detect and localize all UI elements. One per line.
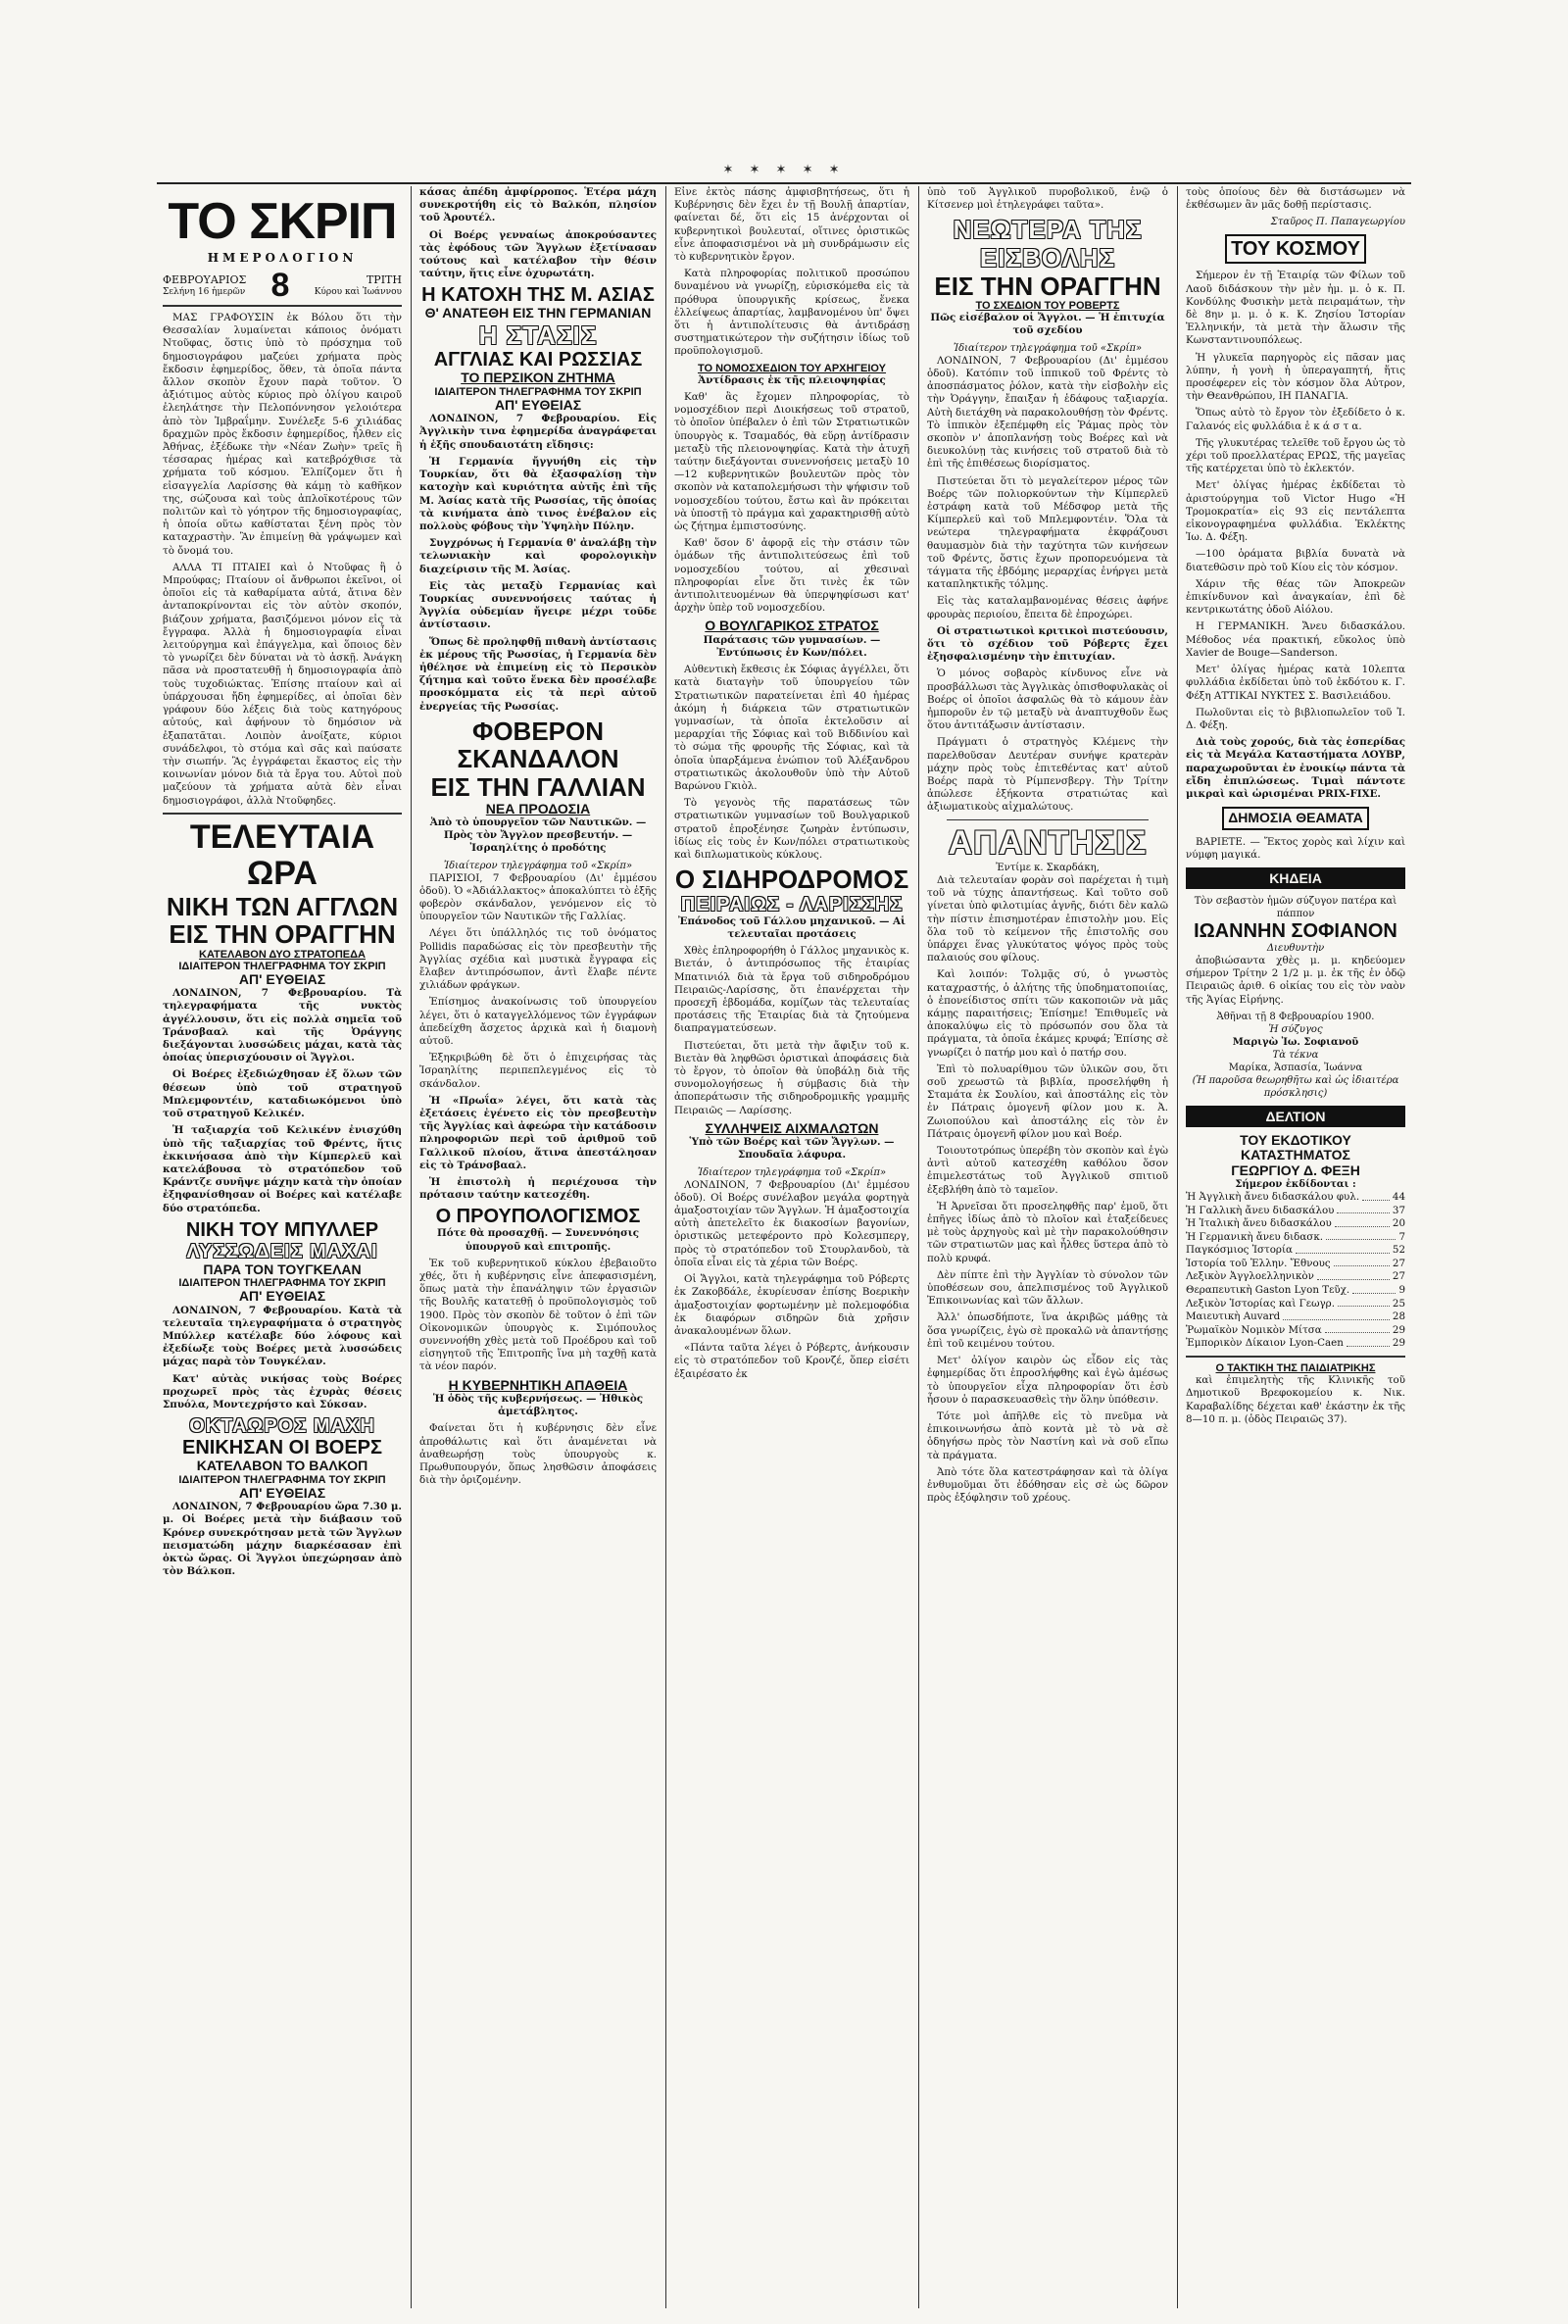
headline-apathy: Η ΚΥΒΕΡΝΗΤΙΚΗ ΑΠΑΘΕΙΑ (448, 1376, 628, 1393)
article-paragraph: Ἡ Γερμανία ἤγγυήθη εἰς τὴν Τουρκίαν, ὅτι θὰ ἐξασφαλίσῃ τὴν κατοχὴν καὶ κυριότητα αὐτῆς ἐπὶ τῆς Μ. Ἀσίας κατὰ τῆς Ρωσσίας, τῆς ὁποίας τὰ κινήματα ἀπὸ τινος ἐνέβαλον εἰς πολλοὺς φόβους τὴν Ὑψηλὴν Πύλην. (419, 455, 657, 532)
subhead-tugela: ΠΑΡΑ ΤΟΝ ΤΟΥΓΚΕΛΑΝ (203, 1261, 362, 1277)
funeral-family: Τὰ τέκνα (1272, 1049, 1319, 1061)
subhead-direct: ΑΠ' ΕΥΘΕΙΑΣ (494, 396, 582, 413)
article-paragraph: Ὅπως αὐτὸ τὸ ἔργον τὸν ἐξεδίδετο ὁ κ. Γαλανός εἰς φυλλάδια ἑ κ ά σ τ α. (1186, 407, 1405, 432)
funeral-family: Ἡ σύζυγος (1268, 1023, 1323, 1035)
bulletin-list-item (1186, 1205, 1405, 1218)
leader-dots (1362, 1191, 1390, 1201)
bulletin-item-title: Ἱστορία τοῦ Ἑλλην. Ἔθνους (1186, 1257, 1331, 1269)
headline-theatre: ΔΗΜΟΣΙΑ ΘΕΑΜΑΤΑ (1222, 807, 1369, 829)
leader-dots (1326, 1231, 1396, 1241)
article-summary: Ἀντίδρασις ἐκ τῆς πλειοψηφίας (698, 373, 886, 386)
subhead-dispatch: ΙΔΙΑΙΤΕΡΟΝ ΤΗΛΕΓΡΑΦΗΜΑ ΤΟΥ ΣΚΡΙΠ (434, 385, 642, 398)
bulletin-item-number: 27 (1392, 1270, 1405, 1283)
bulletin-list-item (1186, 1270, 1405, 1284)
subhead-direct: ΑΠ' ΕΥΘΕΙΑΣ (238, 970, 326, 987)
bulletin-list-item (1186, 1298, 1405, 1311)
headline-budget: Ο ΠΡΟΥΠΟΛΟΓΙΣΜΟΣ (435, 1206, 641, 1228)
leader-dots (1296, 1244, 1390, 1254)
bulletin-list-item (1186, 1258, 1405, 1271)
leader-dots (1352, 1284, 1396, 1294)
article-paragraph: κάσας ἀπέδη ἀμφίρροπος. Ἑτέρα μάχη συνεκροτήθη εἰς τὸ Βαλκόπ, πλησίον τοῦ Ἀρουτέλ. (419, 186, 657, 224)
funeral-date: Ἀθῆναι τῇ 8 Φεβρουαρίου 1900. (1216, 1011, 1375, 1022)
bulletin-list (1186, 1191, 1405, 1351)
article-paragraph: Χθὲς ἐπληροφορήθη ὁ Γάλλος μηχανικὸς κ. Βιετάν, ὁ ἀντιπρόσωπος τῆς ἑταιρίας Μπατινιόλ διὰ τὰ ἔργα τοῦ σιδηροδρόμου Πειραιῶς-Λαρίσσης, ὅτι ἐπανέρχεται τὴν προσεχῆ ἑβδομάδα, κομίζων τὰς τελευταίας προτάσεις τῆς Ἑταιρίας διὰ τὰ ζητούμενα διαπραγματεύσεων. (674, 945, 909, 1035)
advert-louvre: Διὰ τοὺς χορούς, διὰ τὰς ἑσπερίδας εἰς τὰ Μεγάλα Καταστήματα ΛΟΥΒΡ, παραχωροῦνται ἐν ἐνοικίῳ πάντα τὰ εἴδη ἐπιπλώσεως. Τιμαὶ πάντοτε μικραὶ καὶ ὡρισμέναι PRIX-FIXE. (1186, 736, 1405, 800)
leader-dots (1317, 1270, 1390, 1280)
headline-newer: ΝΕΩΤΕΡΑ ΤΗΣ ΕΙΣΒΟΛΗΣ (953, 215, 1143, 272)
article-paragraph: Μετ' ὀλίγας ἡμέρας κατὰ 10λεπτα φυλλάδια ἐκδίδεται ὑπὸ τοῦ ἐκδότου κ. Γ. Φέξη ΑΤΤΙΚΑΙ ΝΥΚΤΕΣ Σ. Βασιλειάδου. (1186, 664, 1405, 702)
headline-occupation: Η ΚΑΤΟΧΗ ΤΗΣ Μ. ΑΣΙΑΣ (421, 284, 655, 307)
article-paragraph: Αὐθεντικὴ ἔκθεσις ἐκ Σόφιας ἀγγέλλει, ὅτι κατὰ διαταγὴν τοῦ ὑπουργείου τῶν Στρατιωτικῶν παρατείνεται ἐπὶ 40 ἡμέρας ἀκόμη ἡ διάρκεια τῶν στρατιωτικῶν γυμνασίων, τὰ ὁποῖα ἐκτελοῦσιν αἱ μεραρχίαι τῆς Σόφιας καὶ τοῦ Βιδδινίου καὶ τὸ σώμα τῆς φρουρῆς τῆς Σόφιας, καὶ τὰ ὁποῖα ὑπαρξάμενα ἐνώπιον τοῦ Ἀλέξανδρου στρατιωτικῶς ἀκολουθοῦν ὑπὸ τὴν Αὐτοῦ Βαρώνου Γκιὸλ. (674, 664, 909, 793)
article-paragraph: Τῆς γλυκυτέρας τελεῖθε τοῦ ἔργου ὡς τὸ χέρι τοῦ προελλατέρας ΕΡΩΣ, τῆς μαγεῖας τῆς κατέρχεται ὑπὸ τὸ ἐκλεκτόν. (1186, 436, 1405, 475)
leader-dots (1283, 1310, 1390, 1320)
headline-bulletin: ΔΕΛΤΙΟΝ (1186, 1106, 1405, 1127)
bulletin-item-title: Ἡ Ἀγγλικὴ ἄνευ διδασκάλου φυλ. (1186, 1190, 1360, 1203)
article-paragraph: Εἰς τὰς μεταξὺ Γερμανίας καὶ Τουρκίας συνεννοήσεις ταύτας ἡ Ἀγγλία οὐδεμίαν ἤγειρε μέχρι τοῦδε ἀντίστασιν. (419, 579, 657, 631)
headline-bulletin-owner: ΓΕΩΡΓΙΟΥ Δ. ΦΕΞΗ (1231, 1162, 1360, 1178)
headline-railway-route: ΠΕΙΡΑΙΩΣ - ΛΑΡΙΣΣΗΣ (680, 893, 904, 915)
bulletin-list-item (1186, 1337, 1405, 1351)
headline-orange: ΕΙΣ ΤΗΝ ΟΡΑΓΓΗΝ (169, 919, 396, 950)
bulletin-list-item (1186, 1231, 1405, 1245)
bulletin-item-title: Ῥωμαϊκὸν Νομικὸν Μίτσα (1186, 1323, 1322, 1336)
bulletin-item-number: 52 (1392, 1244, 1405, 1257)
article-paragraph: ΜΑΣ ΓΡΑΦΟΥΣΙΝ ἐκ Βόλου ὅτι τὴν Θεσσαλίαν λυμαίνεται κάποιος ὀνόματι Ντοῦφας, ὅστις ὑπὸ τὸ πρόσχημα τοῦ δημοσιογράφου μαζεύει χρήματα πρὸς ἔκδοσιν ἐφημερίδος, ὅθεν, τὰ ὁποῖα πάντα ἄλλον σκοπὸν ἔχουν παρὰ τοῦτον. Ὁ ἀξιότιμος αὐτὸς κύριος πρὸ ὀλίγου καιροῦ ἐλεηλάτησε τὴν Πελοπόννησον γελοιότερα ἀπὸ τὸν Ἰμβραΐμην. Συνέλεξε 5-6 χιλιάδας δραχμῶν πρὸς ἔκδοσιν ἐφημερίδος, ἦλθεν εἰς Ἀθήνας, ἐξέδωκε τὴν «Νέαν Ζωὴν» τρεῖς ἢ τέσσαρας ἡμέρας καὶ κατεβρόχθισε τὰ χρήματα τοῦ κόσμου. Ἐλπίζομεν ὅτι ἡ εἰσαγγελία Λαρίσσης θὰ κάμῃ τὸ καθῆκον της, σώζουσα καὶ τοὺς ἀπλοϊκοτέρους τῶν πολιτῶν καὶ τὸ γόητρον τῆς δημοσιογραφίας, ἡ ὁποία οὕτω καθίσταται ξένη πρὸς τὸν καταχραστὴν. Ἂν ἐπιμείνῃ θὰ γράψωμεν καὶ τὸ ὄνομά του. (163, 312, 402, 557)
divider (947, 819, 1149, 820)
funeral-family: Μαριγὼ Ἰω. Σοφιανοῦ (1232, 1036, 1359, 1048)
bulletin-list-item (1186, 1244, 1405, 1258)
bulletin-item-number: 25 (1392, 1297, 1405, 1310)
bulletin-item-number: 29 (1392, 1337, 1405, 1350)
dispatch-line: Ἰδιαίτερον τηλεγράφημα τοῦ «Σκρίπ» (443, 860, 633, 871)
headline-prisoners: ΣΥΛΛΗΨΕΙΣ ΑΙΧΜΑΛΩΤΩΝ (705, 1119, 879, 1136)
top-ornament: ✶ ✶ ✶ ✶ ✶ (722, 163, 846, 177)
bulletin-item-number: 37 (1392, 1204, 1405, 1216)
article-paragraph: Ἐπίσημος ἀνακοίνωσις τοῦ ὑπουργείου λέγει, ὅτι ὁ καταγγελλόμενος τῶν ἐγγράφων ἀπεδείχθη ἄσχετος ἀρχικὰ καὶ ἡ διαμονὴ αὐτοῦ. (419, 996, 657, 1047)
bulletin-list-item (1186, 1324, 1405, 1338)
bulletin-item-number: 7 (1398, 1230, 1405, 1243)
subhead-treason: ΝΕΑ ΠΡΟΔΟΣΙΑ (485, 800, 591, 816)
leader-dots (1335, 1217, 1390, 1227)
leader-dots (1334, 1258, 1390, 1267)
article-summary: Ἐπάνοδος τοῦ Γάλλου μηχανικοῦ. — Αἱ τελευταῖαι προτάσεις (678, 915, 906, 941)
funeral-family: Μαρίκα, Ἀσπασία, Ἰωάννα (1228, 1062, 1363, 1073)
article-paragraph: ΛΟΝΔΙΝΟΝ, 7 Φεβρουαρίου. Τὰ τηλεγραφήματα τῆς νυκτὸς ἀγγέλλουσιν, ὅτι εἰς πολλὰ σημεῖα τοῦ Τράνσβααλ καὶ τῆς Ὀράγγης διεξάγονται λυσσώδεις μάχαι, κατὰ τὰς ὁποίας ὑπερισχύουσιν οἱ Ἄγγλοι. (163, 987, 402, 1064)
bulletin-item-number: 29 (1392, 1323, 1405, 1336)
column-1 (157, 186, 408, 2308)
headline-last-hour: ΤΕΛΕΥΤΑΙΑ ΩΡΑ (189, 817, 375, 893)
article-paragraph: Συγχρόνως ἡ Γερμανία θ' ἀναλάβῃ τὴν τελωνιακὴν καὶ φορολογικὴν διαχείρισιν τῆς Μ. Ἀσίας. (419, 537, 657, 575)
masthead-date-row (163, 267, 402, 304)
article-summary: Πότε θὰ προσαχθῇ. — Συνεννόησις ὑπουργοῦ καὶ επιτροπῆς. (436, 1227, 639, 1253)
masthead-month: ΦΕΒΡΟΥΑΡΙΟΣ (163, 272, 247, 286)
bulletin-item-title: Ἡ Γερμανικὴ ἄνευ διδασκ. (1186, 1230, 1324, 1243)
article-paragraph: Η ΓΕΡΜΑΝΙΚΗ. Ἄνευ διδασκάλου. Μέθοδος νέα πρακτική, εὔκολος ὑπὸ Xavier de Bouge—Sanderson. (1186, 620, 1405, 659)
leader-dots (1337, 1205, 1389, 1214)
article-paragraph: Ὁ μόνος σοβαρὸς κίνδυνος εἶνε νὰ προσβάλλωσι τὰς Ἀγγλικὰς ὀπισθοφυλακὰς οἱ Βοέρς οἱ ὁποῖοι ἀσφαλῶς θὰ τὸ κάμουν ἐὰν ἠμποροῦν ἐν τῷ μεταξὺ νὰ ἀναπτυχθοῦν ἕως ὅτου ἀντιτάξωσιν ἀντίστασιν. (927, 668, 1168, 732)
article-paragraph: Ἡ γλυκεῖα παρηγορὸς εἰς πᾶσαν μας λύπην, ἡ γονὴ ἡ ὑπεραγαπητή, ἥτις προσέφερεν εἰς τὸν κόσμον ὅλα Αὐτρον, τὴν Θεανθρώπου, ΙΗ ΠΑΝΑΓΙΑ. (1186, 351, 1405, 403)
subhead-dispatch: ΙΔΙΑΙΤΕΡΟΝ ΤΗΛΕΓΡΑΦΗΜΑ ΤΟΥ ΣΚΡΙΠ (178, 1277, 386, 1290)
article-paragraph: Οἱ στρατιωτικοὶ κριτικοὶ πιστεύουσιν, ὅτι τὸ σχέδιον τοῦ Ρόβερτς ἔχει ἐξησφαλισμένην τὴν ἐπιτυχίαν. (927, 624, 1168, 664)
subhead-captured: ΚΑΤΕΛΑΒΟΝ ΔΥΟ ΣΤΡΑΤΟΠΕΔΑ (199, 948, 366, 961)
subhead-vaalkop: ΚΑΤΕΛΑΒΟΝ ΤΟ ΒΑΛΚΟΠ (196, 1458, 368, 1474)
bulletin-list-item (1186, 1284, 1405, 1298)
article-summary: Πῶς εἰσέβαλον οἱ Ἄγγλοι. — Ἡ ἐπιτυχία τοῦ σχεδίου (930, 312, 1165, 337)
column-3 (668, 186, 915, 2308)
article-paragraph: ὑπὸ τοῦ Ἀγγλικοῦ πυροβολικοῦ, ἐνῷ ὁ Κίτσενερ μοὶ ἐτηλεγράφει ταῦτα». (927, 186, 1168, 212)
leader-dots (1325, 1324, 1390, 1334)
article-paragraph: Οἱ Βοέρες ἐξεδιώχθησαν ἐξ ὅλων τῶν θέσεων ὑπὸ τοῦ στρατηγοῦ Μπλεμφοντέιν, καταδιωκόμενοι ὑπὸ τοῦ στρατηγοῦ Κελικέν. (163, 1068, 402, 1120)
article-paragraph: ΛΟΝΔΙΝΟΝ, 7 Φεβρουαρίου. Εἰς Ἀγγλικὴν τινα ἐφημερίδα ἀναγράφεται ἡ ἑξῆς σπουδαιοτάτη εἴδησις: (419, 413, 657, 451)
column-rule (665, 186, 666, 2308)
article-paragraph: Ἡ Ἀρνεῖσαι ὅτι προσεληφθῆς παρ' ἐμοῦ, ὅτι ἐπῆγες ἰδίως ἀπὸ τὸ πλοῖον καὶ ἐταξείδευες μὲ τοὺς ἀρχηγοὺς καὶ μὲ τὴν παρακολούθησιν τῶν στρατιωτῶν μας καὶ ἦλθες ὕστερα ἀπὸ τὸ πολὺ κρυφά. (927, 1200, 1168, 1264)
article-paragraph: ΠΑΡΙΣΙΟΙ, 7 Φεβρουαρίου (Δι' ἐμμέσου ὁδοῦ). Ὁ «Ἀδιάλλακτος» ἀποκαλύπτει τὸ ἑξῆς φοβερὸν σκάνδαλον, γενόμενον εἰς τὸ ὑπουργεῖον τῶν Ναυτικῶν τῆς Γαλλίας. (419, 871, 657, 923)
article-paragraph: ΛΟΝΔΙΝΟΝ, 7 Φεβρουαρίου (Δι' ἐμμέσου ὁδοῦ). Κατόπιν τοῦ ἱππικοῦ τοῦ Φρέντς τὸ ἀποσπάσματος ῥόλον, κατὰ τὴν εἰσβολὴν εἰς τὴν Ὀράγγην, ἔπαιξαν ἡ ἑδάφους ταξιαρχία. Αὐτὴ διετάχθη νὰ παρακολουθήσῃ τὸν Φρέντς. Τὸ ἱππικὸν ἐξεπέμφθη εἰς Ῥάμας πρὸς τὸν σκοπὸν ν' ἀποπλανήσῃ τοὺς Βοέρες καὶ νὰ διευκολύνῃ τὰς κινήσεις τοῦ στρατοῦ διὰ τὸ ἐπὶ τῆς ἐπιθέσεως διορίσματος. (927, 354, 1168, 470)
headline-germany: Θ' ΑΝΑΤΕΘΗ ΕΙΣ ΤΗΝ ΓΕΡΜΑΝΙΑΝ (424, 305, 652, 321)
bulletin-list-item (1186, 1217, 1405, 1231)
article-paragraph: τοὺς ὁποίους δὲν θὰ διστάσωμεν νὰ ἐκθέσωμεν ἂν μᾶς δοθῇ περίστασις. (1186, 186, 1405, 212)
theatre-box (1186, 807, 1405, 829)
column-rule (1177, 186, 1178, 2308)
bulletin-list-item (1186, 1191, 1405, 1205)
article-paragraph: καὶ ἐπιμελητὴς τῆς Κλινικῆς τοῦ Δημοτικοῦ Βρεφοκομείου κ. Νικ. Καραβαλίδης δέχεται καθ' ἑκάστην ἐκ τῆς 8—10 π. μ. (ὁδὸς Πειραιῶς 37). (1186, 1374, 1405, 1425)
bulletin-item-title: Παγκόσμιος Ἱστορία (1186, 1244, 1293, 1257)
article-paragraph: Ἡ ταξιαρχία τοῦ Κελικένν ἐνισχύθη ὑπὸ τῆς ταξιαρχίας τοῦ Φρέντς, ἥτις ἐκκινήσασα ἀπὸ τὴν Κίμπερλεϋ καὶ κατελάβουσα τὸ στρατόπεδον τοῦ Κράντζε συνῆψε μάχην κατὰ τὴν ὁποίαν ἐξηφανίσθησαν οἱ Βοέρες καὶ κατέλαβε δύο στρατόπεδα. (163, 1124, 402, 1214)
bulletin-item-number: 27 (1392, 1257, 1405, 1269)
article-summary: Ὑπὸ τῶν Βοέρς καὶ τῶν Ἄγγλων. — Σπουδαῖα λάφυρα. (689, 1136, 895, 1162)
bulletin-list-item (1186, 1310, 1405, 1324)
world-box (1186, 234, 1405, 264)
article-paragraph: ΒΑΡΙΕΤΕ. — Ἔκτος χορὸς καὶ λίχιν καὶ νύμφη μαγικά. (1186, 835, 1405, 861)
headline-scandal: ΦΟΒΕΡΟΝ ΣΚΑΝΔΑΛΟΝ (457, 716, 619, 774)
column-rule (411, 186, 412, 2308)
leader-dots (1347, 1337, 1390, 1347)
masthead-title: ΤΟ ΣΚΡΙΠ (168, 193, 397, 250)
article-paragraph: Τότε μοὶ ἀπῆλθε εἰς τὸ πνεῦμα νὰ ἐπικοινωνήσω ἀπὸ κοντὰ μὲ τὸ νὰ σὲ ὁδηγήσω πρὸς τὸν Ναστίνη καὶ νὰ σοῦ εἴπω τὰ πράγματα. (927, 1409, 1168, 1461)
article-paragraph: Σήμερον ἐν τῇ Ἑταιρίᾳ τῶν Φίλων τοῦ Λαοῦ διδάσκουν τὴν μὲν ἡμ. μ. ὁ κ. Π. Κονδύλης Φυσικὴν μετὰ πειραμάτων, τὴν δὲ 8ην μ. μ. ὁ κ. Κ. Ζησίου Ἱστορίαν Ἑλληνικήν, τὰ μετὰ τὴν ἅλωσιν τῆς Κωνσταντινουπόλεως. (1186, 270, 1405, 347)
bulletin-item-title: Λεξικὸν Ἀγγλοελληνικὸν (1186, 1270, 1314, 1283)
divider (163, 305, 402, 307)
article-paragraph: Ἐκ τοῦ κυβερνητικοῦ κύκλου ἐβεβαιοῦτο χθές, ὅτι ἡ κυβέρνησις εἶνε ἀπεφασισμένη, ὅπως ματὰ τὴν ἐπανάληψιν τῶν ἐργασιῶν τῆς Βουλῆς κατατεθῇ ὁ προϋπολογισμὸς τοῦ 1900. Πρὸς τὸν σκοπὸν δὲ τοῦτον ὁ ἐπὶ τῶν Οἰκονομικῶν ὑπουργὸς κ. Σιμόπουλος συνεννοήθη χθὲς μετὰ τοῦ Προέδρου καὶ τοῦ εἰσηγητοῦ τῆς Ἐπιτροπῆς ἵνα μὴ ταχθῇ κατὰ τὰ νέον παρόν. (419, 1257, 657, 1373)
headline-clinic: Ο ΤΑΚΤΙΚΗ ΤΗΣ ΠΑΙΔΙΑΤΡΙΚΗΣ (1215, 1362, 1376, 1375)
article-paragraph: Ὅπως δὲ προληφθῇ πιθανὴ ἀντίστασις ἐκ μέρους τῆς Ρωσσίας, ἡ Γερμανία δὲν ἠθέλησε νὰ ἐπιμείνῃ εἰς τὸ Περσικὸν ζήτημα καὶ τοῦτο ἕνεκα δὲν προσέλαβε προσκόμματα εἰς τὰ περὶ αὐτοῦ ἐνεργείας τῆς Ρωσσίας. (419, 635, 657, 713)
bulletin-item-title: Ἐμπορικὸν Δίκαιον Lyon-Caen (1186, 1337, 1344, 1350)
headline-funeral: ΚΗΔΕΙΑ (1186, 867, 1405, 889)
dispatch-line: Ἰδιαίτερον τηλεγράφημα τοῦ «Σκρίπ» (697, 1166, 887, 1178)
article-paragraph: ΛΟΝΔΙΝΟΝ, 7 Φεβρουαρίου (Δι' ἐμμέσου ὁδοῦ). Οἱ Βοέρς συνέλαβον μεγάλα φορτηγὰ ἀμαξοστοιχίαν τῶν Ἄγγλων. Ἡ ἀμαξοστοιχία αὐτὴ ἀπετελεῖτο ἐκ διακοσίων βαγονίων, ὁριστικῶς μετεφέροντο πρὸ Κολεσμπεργ, πρὸς τὸ στρατόπεδον τοῦ Στουρλανδοὺ, τὰ ὁποῖα εἶναι εἰς τὰ χέρια τῶν Βοέρς. (674, 1178, 909, 1268)
headline-law: ΤΟ ΝΟΜΟΣΧΕΔΙΟΝ ΤΟΥ ΑΡΧΗΓΕΙΟΥ (697, 362, 887, 374)
bulletin-item-title: Ἡ Γαλλικὴ ἄνευ διδασκάλου (1186, 1204, 1335, 1216)
article-paragraph: Δὲν πίπτε ἐπὶ τὴν Ἀγγλίαν τὸ σύνολον τῶν ὑποθέσεων σου, ἀπελπισμένος τοῦ Ἀγγλικοῦ Ἐπικοινωνίας καὶ τῶν ἄλλων. (927, 1268, 1168, 1308)
article-paragraph: ΛΟΝΔΙΝΟΝ, 7 Φεβρουαρίου ὥρα 7.30 μ. μ. Οἱ Βοέρες μετὰ τὴν διάβασιν τοῦ Κρόνερ συνεκρότησαν μετὰ τῶν Ἄγγλων πεισματώδη μάχην διαρκέσασαν ἐπὶ ὀκτὼ ὥρας. Οἱ Ἄγγλοι ὑπεχώρησαν ἀπὸ τὸν Βάλκοπ. (163, 1501, 402, 1578)
headline-bulletin-store: ΤΟΥ ΕΚΔΟΤΙΚΟΥ ΚΑΤΑΣΤΗΜΑΤΟΣ (1240, 1131, 1351, 1163)
masthead-day-number: 8 (270, 267, 290, 304)
article-summary: Παράτασις τῶν γυμνασίων. — Ἐντύπωσις ἐν Κων/πόλει. (703, 633, 881, 659)
article-paragraph: Μετ' ὀλίγον καιρὸν ὡς εἶδον εἰς τὰς ἐφημερίδας ὅτι ἐπροσλήφθης καὶ ἐγὼ ἀμέσως τὸ ὑπουργεῖον εἶχα πληροφορίαν ὅτι ἐσὺ ἦσουν ὁ παρασκευασθεὶς τὴν ὅλην ὑπόθεσιν. (927, 1355, 1168, 1406)
article-summary: Ἀπὸ τὸ ὑπουργεῖον τῶν Ναυτικῶν. — Πρὸς τὸν Ἄγγλον πρεσβευτήν. — Ἰσραηλίτης ὁ προδότης (429, 816, 647, 855)
article-paragraph: —100 ὁράματα βιβλία δυνατὰ νὰ διατεθῶσιν πρὸ τοῦ Κίου εἰς τὸν κόσμον. (1186, 548, 1405, 573)
article-paragraph: Ἡ «Πρωΐα» λέγει, ὅτι κατὰ τὰς ἐξετάσεις ἐγένετο εἰς τὸν πρεσβευτὴν τῆς Ἀγγλίας καὶ ἀφεώρα τὴν κατάδοσιν πληροφοριῶν περὶ τοῦ ἀριθμοῦ τοῦ Γαλλικοῦ πλοίου, ἅτινα ἀπεστάλησαν εἰς τὸ Τράνσβααλ. (419, 1094, 657, 1171)
headline-furious: ΛΥΣΣΩΔΕΙΣ ΜΑΧΑΙ (186, 1240, 378, 1262)
divider (1186, 1356, 1405, 1358)
bulletin-item-number: 28 (1392, 1310, 1405, 1323)
article-paragraph: Λέγει ὅτι ὑπάλληλός τις τοῦ ὀνόματος Pollidis παραδώσας εἰς τὸν πρεσβευτὴν τῆς Ἀγγλίας σχέδια καὶ μυστικὰ ἔγγραφα εἰς ἔλαβεν ἀντιπρόσωπον, ἀντὶ ἔλαβε πέντε χιλιάδων φράγκων. (419, 927, 657, 992)
dispatch-line: Ἰδιαίτερον τηλεγράφημα τοῦ «Σκρίπ» (953, 342, 1143, 354)
newspaper-page (157, 182, 1411, 2314)
headline-stance: Η ΣΤΑΣΙΣ (478, 320, 598, 350)
article-paragraph: ΑΛΛΑ ΤΙ ΠΤΑΙΕΙ καὶ ὁ Ντοῦφας ἢ ὁ Μπρούφας; Πταίουν οἱ ἄνθρωποι ἐκεῖνοι, οἱ ὁποῖοι εἰς τὰ καθαρίματα αὐτά, ἄτινα δὲν ἀνταποκρίνονται εἰς τὸν αὐτὸν σκοπόν, βιάζουν χρήματα, βασιζόμενοι μόνον εἰς τὰ ἔγγραφα. Ἀλλὰ ἡ δημοσιογραφία εἶναι λειτούργημα καὶ ἐπάγγελμα, καὶ ὅποιος δὲν τὸ γνωρίζει δὲν δύναται νὰ τὸ ἀσκῇ. Ἀνάγκη πᾶσα νὰ προστατευθῇ ἡ δημοσιογραφία ἀπὸ τοὺς τυχοδιώκτας. Ἐπίσης πταίουν καὶ αἱ ὑπάρχουσαι ἤδη ἐφημερίδες, αἱ ὁποῖαι δὲν γράφουν δύο λέξεις διὰ τοὺς κατηγόρους αὐτούς, καὶ ἀφήνουν τὸ δημόσιον νὰ ἐξαπατᾶται. Λοιπὸν ἀνοίξατε, κύριοι συνάδελφοι, τὸ στόμα καὶ σᾶς καὶ παύσατε τὴν σιωπήν. Ἂς ἐγγράφεται ἕκαστος εἰς τὴν κοινωνίαν μόνον διὰ τὰ ἔργα του. Αὐτοὶ ποὺ μαζεύουν τὰ χρήματα αὐτὰ δὲν εἶναι δημοσιογράφοι, ἀλλὰ Ντοῦφηδες. (163, 561, 402, 807)
masthead-weekday: ΤΡΙΤΗ (366, 272, 402, 286)
article-paragraph: Ἀλλ' ὁπωσδήποτε, ἵνα ἀκριβῶς μάθῃς τὰ ὅσα γνωρίζεις, ἐγὼ σὲ προκαλῶ νὰ ἀπαντήσῃς ἐπὶ τοῦ κειμένου τούτου. (927, 1311, 1168, 1350)
column-5 (1180, 186, 1411, 2308)
headline-victory: ΝΙΚΗ ΤΩΝ ΑΓΓΛΩΝ (166, 891, 399, 921)
bulletin-item-title: Μαιευτικὴ Auvard (1186, 1310, 1281, 1323)
article-paragraph: Τὸ γεγονὸς τῆς παρατάσεως τῶν στρατιωτικῶν γυμνασίων τοῦ Βουλγαρικοῦ στρατοῦ ἐπροξένησε ζωηρὰν ἐντύπωσιν, ἰδίως εἰς τοὺς ἐν Κων/πόλει στρατιωτικοὺς καὶ διπλωματικοὺς κύκλους. (674, 797, 909, 862)
article-paragraph: Εἰς τὰς καταλαμβανομένας θέσεις ἀφήνε φρουρὰς περιοίου, ἔπειτα δὲ ἐπροχώρει. (927, 595, 1168, 620)
article-paragraph: Οἱ Ἄγγλοι, κατὰ τηλεγράφημα τοῦ Ρόβερτς ἐκ Ζακοβδάλε, ἐκυρίευσαν ἐπίσης Βοερικὴν ἀμαξοστοιχίαν φορτωμένην μὲ πολεμοφόδια ἐκ διαφόρων σιδηρῶν διὰ χρῆσιν ἀνακαλουμένων ὅλων. (674, 1273, 909, 1337)
funeral-intro: Τὸν σεβαστὸν ἡμῶν σύζυγον πατέρα καὶ πάππον (1194, 895, 1397, 919)
masthead-saints: Κύρου καὶ Ἰωάννου (314, 286, 402, 297)
article-paragraph: Τοιουτοτρόπως ὑπερέβη τὸν σκοπὸν καὶ ἐγὼ ἀντὶ αὐτοῦ κατεσχέθη καθόλου ὅσον ἐπιμελεστάτως τοῦ Ἀγγλικοῦ σπιτιοῦ ἐξεβλήθη ἀπὸ τὸ ταμεῖον. (927, 1145, 1168, 1196)
headline-mpuller: ΝΙΚΗ ΤΟΥ ΜΠΥΛΛΕΡ (185, 1218, 379, 1241)
headline-orange: ΕΙΣ ΤΗΝ ΟΡΑΓΓΗΝ (934, 271, 1161, 301)
article-paragraph: Πράγματι ὁ στρατηγὸς Κλέμενς τὴν παρελθοῦσαν Δευτέραν συνήψε κρατερὰν μάχην πρὸς τοὺς ἐπιτεθέντας κατ' αὐτοῦ Βοέρς παρὰ τὸ Ρίμπενσβεργ. Τὴν Τρίτην ἀπώλεσε ἑξήκοντα στρατιώτας καὶ ἀξιωματικοὺς αἰχμαλώτους. (927, 736, 1168, 814)
article-paragraph: Ἐξηκριβώθη δὲ ὅτι ὁ ἐπιχειρήσας τὰς Ἰσραηλίτης περιπεπλεγμένος εἰς τὸ σκάνδαλον. (419, 1052, 657, 1090)
article-paragraph: Κατὰ πληροφορίας πολιτικοῦ προσώπου δυναμένου νὰ γνωρίζῃ, εὐρισκόμεθα εἰς τὰ πρόθυρα ὑπουργικῆς κρίσεως, ἕνεκα ἐλλείψεως ἀπαρτίας, λαμβανομένου ὑπ' ὄψει ὅτι ἡ ἀντιπολίτευσις θὰ ἀντιδράσῃ συστηματικώτερον τὴν συζήτησιν ἰδίως τοῦ προϋπολογισμοῦ. (674, 268, 909, 358)
article-paragraph: Καὶ λοιπόν: Τολμᾷς σύ, ὁ γνωστὸς καταχραστής, ὁ ἀλήτης τῆς ὑποδηματοποιίας, ὁ ἐπονείδιστος σπίτι τῶν κακοποιῶν νὰ μᾶς κάμῃς παραιτήσεις; Ἐπίσημε! Ἐπιθυμεῖς νὰ ἀποκαλύψω εἰς τὸ πρόσωπόν σου ὅλα τὰ πράγματα, τὰ ὁποῖα ἐκάμες κρυφά; Ἐπίσης σὲ γνωρίζει ὁ πατήρ μου καὶ ὁ πατήρ σου. (927, 968, 1168, 1059)
letter-salutation: Ἐντίμε κ. Σκαρδάκη, (996, 862, 1100, 873)
article-paragraph: Πωλοῦνται εἰς τὸ βιβλιοπωλεῖον τοῦ Ἰ. Δ. Φέξη. (1186, 706, 1405, 731)
headline-world: ΤΟΥ ΚΟΣΜΟΥ (1225, 234, 1366, 264)
article-paragraph: Φαίνεται ὅτι ἡ κυβέρνησις δὲν εἶνε ἀπροθάλωτις καὶ ὅτι ἀναμένεται νὰ ἀναθεωρήσῃ τοὺς ὑπουργοὺς κ. Πρωθυπουργόν, ὅπως λησθῶσιν ἀποφάσεις διὰ τὴν ὁριζομένην. (419, 1422, 657, 1487)
masthead-moon: Σελήνη 16 ἡμερῶν (163, 286, 246, 297)
subhead-direct: ΑΠ' ΕΥΘΕΙΑΣ (238, 1288, 326, 1305)
divider (163, 813, 402, 815)
article-paragraph: Οἱ Βοέρς γενναίως ἀποκρούσαντες τὰς ἐφόδους τῶν Ἄγγλων ἐξετίνασαν τούτους καὶ κατέλαβον τὴν θέσιν ταύτην, ἥτις εἶνε ὀχυρωτάτη. (419, 228, 657, 280)
article-paragraph: Πιστεύεται, ὅτι μετὰ τὴν ἄφιξιν τοῦ κ. Βιετὰν θὰ ληφθῶσι ὁριστικαὶ ἀποφάσεις διὰ τὸ ἔργον, τὸ ὁποῖον θὰ ὑποβάλῃ διὰ τῆς συνομολογήσεως ἡ σύμβασις διὰ τὴν ἀποπεράτωσιν τῆς σιδηροδρομικῆς γραμμῆς Πειραιῶς — Λαρίσσης. (674, 1039, 909, 1116)
bulletin-item-number: 20 (1392, 1217, 1405, 1230)
subhead-dispatch: ΙΔΙΑΙΤΕΡΟΝ ΤΗΛΕΓΡΑΦΗΜΑ ΤΟΥ ΣΚΡΙΠ (178, 1473, 386, 1486)
article-paragraph: Εἶνε ἐκτὸς πάσης ἀμφισβητήσεως, ὅτι ἡ Κυβέρνησις δὲν ἔχει ἐν τῇ Βουλῇ ἀπαρτίαν, φαίνεται δέ, ὅτι εἰς 15 ἀνέρχονται οἱ κυβερνητικοὶ βουλευταί, οἵτινες ὁριστικῶς εἶνε ἀποφασισμένοι νὰ μὴ συνδράμωσιν εἰς τὸ κυβερνητικὸν ἔργον. (674, 186, 909, 264)
article-paragraph: Καθ' ὅσον δ' ἀφορᾷ εἰς τὴν στάσιν τῶν ὁμάδων τῆς ἀντιπολιτεύσεως ἐπὶ τοῦ νομοσχεδίου τούτου, αἱ χθεσιναὶ πληροφορίαι εἶνε ὅτι τινὲς ἐκ τῶν ἀντιπολιτευομένων θὰ ὑπερψηφίσωσι κατ' ἀρχὴν ὑπὲρ τοῦ νομοσχεδίου. (674, 537, 909, 615)
bulletin-item-number: 44 (1392, 1190, 1405, 1203)
masthead-subtitle: ΗΜΕΡΟΛΟΓΙΟΝ (207, 251, 358, 265)
bulletin-today: Σήμερον ἐκδίδονται : (1235, 1178, 1356, 1190)
article-paragraph: Πιστεύεται ὅτι τὸ μεγαλείτερον μέρος τῶν Βοέρς τῶν πολιορκούντων τὴν Κίμπερλεϋ ἐστράφη κατὰ τοῦ Μέδσφορ μετὰ τῆς Κίμπερλεϋ καὶ τοῦ Μπλεμφοντέιν. Ὅλα τὰ νεώτερα τηλεγραφήματα ἐκφράζουσι θαυμασμὸν διὰ τὴν ταχύτητα τῶν κινήσεων τοῦ Φρέντς, ὅστις ἔχων προπορευόμενα τὰ τάγματα τῆς ἑβδόμης μεραρχίας ἐνήργει μετὰ καταπληκτικῆς τόλμης. (927, 474, 1168, 591)
headline-eight-hour: ΟΚΤΑΩΡΟΣ ΜΑΧΗ (189, 1415, 375, 1438)
article-paragraph: Καθ' ἃς ἔχομεν πληροφορίας, τὸ νομοσχέδιον περὶ Διοικήσεως τοῦ στρατοῦ, τὸ ὁποῖον ὑπέβαλεν ὁ ἐπὶ τῶν Στρατιωτικῶν ὑπουργὸς κ. Τσαμαδός, θὰ εὕρῃ ἀντίδρασιν μεταξὺ τῆς πλειονοψηφίας. Κατὰ τὴν ἀτυχῆ ταύτην διεξάγονται συνεννοήσεις μεταξὺ 10—12 κυβερνητικῶν βουλευτῶν πρὸς τὸν σκοπὸν νὰ καταπολεμήσωσι τὴν ψήφισιν τοῦ νομοσχεδίου τούτου, ἔστω καὶ ἂν πρόκειται νὰ ὑποστῇ τὸ πράγμα καὶ χαρακτηρισθῇ αὐτὸ ὡς ζήτημα ἐμπιστοσύνης. (674, 390, 909, 532)
subhead-dispatch: ΙΔΙΑΙΤΕΡΟΝ ΤΗΛΕΓΡΑΦΗΜΑ ΤΟΥ ΣΚΡΙΠ (178, 960, 386, 972)
funeral-role: Διευθυντὴν (1266, 942, 1325, 954)
article-paragraph: Ἡ ἐπιστολὴ ἡ περιέχουσα τὴν πρότασιν ταύτην κατεσχέθη. (419, 1176, 657, 1202)
subhead-persian: ΤΟ ΠΕΡΣΙΚΟΝ ΖΗΤΗΜΑ (461, 370, 615, 386)
article-paragraph: «Πάντα ταῦτα λέγει ὁ Ρόβερτς, ἀνήκουσιν εἰς τὸ στρατόπεδον τοῦ Κρονζέ, ὅπερ εἰσέτι ἐξαιρέσατο ἐκ (674, 1342, 909, 1380)
bulletin-item-number: 9 (1398, 1284, 1405, 1297)
bulletin-item-title: Ἡ Ἰταλικὴ ἄνευ διδασκάλου (1186, 1217, 1332, 1230)
signature: Σταῦρος Π. Παπαγεωργίου (1270, 217, 1405, 228)
headline-boers-won: ΕΝΙΚΗΣΑΝ ΟΙ ΒΟΕΡΣ (181, 1437, 383, 1459)
headline-powers: ΑΓΓΛΙΑΣ ΚΑΙ ΡΩΣΣΙΑΣ (433, 349, 643, 371)
article-paragraph: Διὰ τελευταίαν φορὰν σοὶ παρέχεται ἡ τιμὴ τοῦ νὰ τύχῃς ἀπαντήσεως. Καὶ τοῦτο σοῦ γίνεται ὑπὸ φιλοτιμίας ἀγνῆς, διότι δὲν καλῶ τὴν πίστιν ἐπισημοτέραν ἐπιστολὴν μου. Εἰς ὅλα τοῦ τὸ κείμενον τῆς ἐπιστολῆς σου ὑπάρχει ἕνας γλυκύτατος ψόγος πρὸς τοὺς παλαιούς σου φίλους. (927, 873, 1168, 964)
article-summary: Ἡ ὁδὸς τῆς κυβερνήσεως. — Ἠθικὸς ἀμετάβλητος. (432, 1393, 644, 1418)
funeral-note: (Ἡ παροῦσα θεωρηθῆτω καὶ ὡς ἰδιαιτέρα πρόσκλησις) (1192, 1074, 1399, 1099)
column-2 (414, 186, 662, 2308)
headline-army: Ο ΒΟΥΛΓΑΡΙΚΟΣ ΣΤΡΑΤΟΣ (705, 618, 879, 634)
funeral-text: ἀποβιώσαντα χθὲς μ. μ. κηδεύομεν σήμερον Τρίτην 2 1/2 μ. μ. ἐκ τῆς ἐν ὁδῷ Πειραιῶς ἀριθ. 6 οἰκίας του εἰς τὸν ναὸν τῆς Ἁγίας Εἰρήνης. (1186, 954, 1405, 1006)
headline-france: ΕΙΣ ΤΗΝ ΓΑΛΛΙΑΝ (430, 771, 646, 802)
column-rule (918, 186, 919, 2308)
funeral-name: ΙΩΑΝΝΗΝ ΣΟΦΙΑΝΟΝ (1194, 919, 1397, 942)
bulletin-item-title: Λεξικὸν Ἱστορίας καὶ Γεωγρ. (1186, 1297, 1335, 1310)
article-paragraph: Μετ' ὀλίγας ἡμέρας ἐκδίδεται τὸ ἀριστούργημα τοῦ Victor Hugo «Ἡ Τρομοκρατία» εἰς 93 εἰς πεντάλεπτα εἰκονογραφημένα φυλλάδια. Ἐκλέκτης Ἰω. Δ. Φέξη. (1186, 479, 1405, 544)
headline-railway: Ο ΣΙΔΗΡΟΔΡΟΜΟΣ (674, 865, 909, 895)
article-paragraph: ΛΟΝΔΙΝΟΝ, 7 Φεβρουαρίου. Κατὰ τὰ τελευταῖα τηλεγραφήματα ὁ στρατηγὸς Μπύλλερ κατέλαβε δύο λόφους καὶ ἐξεδίωξε τοὺς Βοέρες μετὰ λυσσώδεις μάχας παρὰ τὸν Τουγκέλαν. (163, 1304, 402, 1368)
leader-dots (1338, 1298, 1390, 1308)
article-paragraph: Κατ' αὐτὰς νικήσας τοὺς Βοέρες προχωρεῖ πρὸς τὰς ἐχυρὰς θέσεις Σπυόλα, Μοντεχρήστο καὶ Σύκσαν. (163, 1372, 402, 1411)
subhead-plan: ΤΟ ΣΧΕΔΙΟΝ ΤΟΥ ΡΟΒΕΡΤΣ (975, 300, 1120, 313)
subhead-direct: ΑΠ' ΕΥΘΕΙΑΣ (238, 1484, 326, 1501)
column-4 (921, 186, 1174, 2308)
headline-answers: ΑΠΑΝΤΗΣΙΣ (948, 823, 1148, 862)
article-paragraph: Χάριν τῆς θέας τῶν Ἀποκρεῶν ἐπικίνδυνον καὶ ἀναγκαίαν, ἐπὶ δὲ κεντρικωτάτης ὁδοῦ Αἰόλου. (1186, 577, 1405, 617)
article-paragraph: Ἀπὸ τότε ὅλα κατεστράφησαν καὶ τὰ ὀλίγα ἐνθυμοῦμαι ὅτι ἐδόθησαν εἰς σὲ ὡς δῶρον πρὸς ἐξόφλησιν τοῦ χρέους. (927, 1465, 1168, 1505)
bulletin-item-title: Θεραπευτικὴ Gaston Lyon Τεῦχ. (1186, 1284, 1350, 1297)
article-paragraph: Ἐπὶ τὸ πολυαρίθμου τῶν ὑλικῶν σου, ὅτι σοῦ χρεωστῶ τὰ βιβλία, προσελήφθη ἡ Σταμάτα ἐκ Σουλίου, καὶ ἀποστάλης εἰς τὸν ἐν Πάτραις ὁμογενῆ φίλον μου κ. Ἀ. Ζωιοπούλου καὶ ἀποστάλης εἰς τὸν ἐν Πάτραις ὁμογενῆ φίλον μου καὶ Βοέρ. (927, 1063, 1168, 1140)
